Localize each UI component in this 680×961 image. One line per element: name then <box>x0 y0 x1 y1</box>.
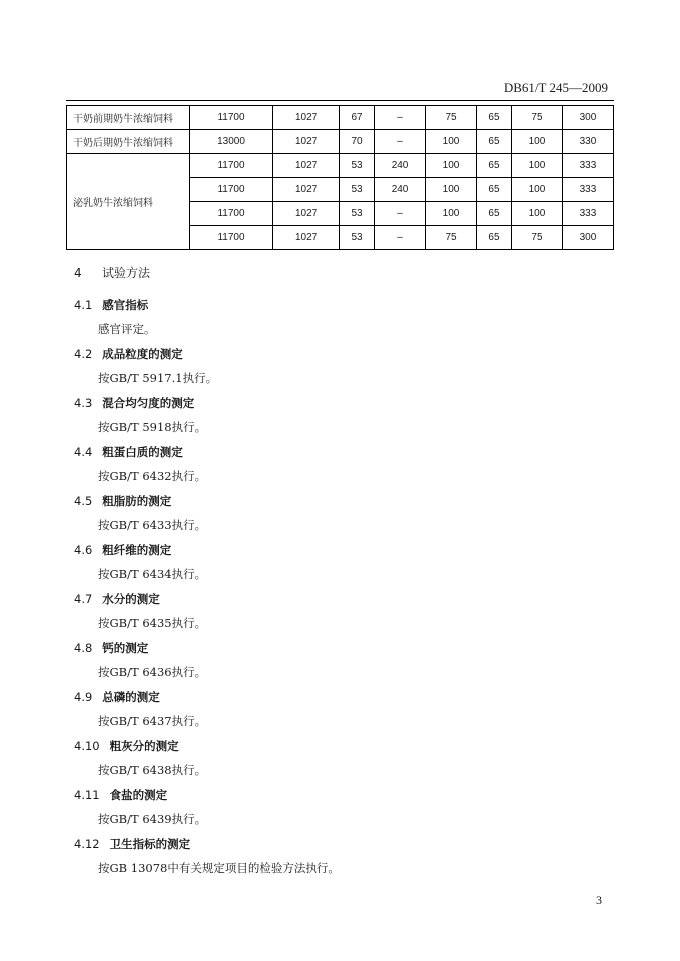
item-title: 卫生指标的测定 <box>109 837 191 851</box>
item-heading <box>74 346 183 362</box>
table-row <box>67 154 614 178</box>
page-number: 3 <box>596 893 602 907</box>
item-heading <box>74 493 171 509</box>
table-cell: 65 <box>477 130 512 154</box>
item-number: 4.3 <box>74 396 93 410</box>
table-cell: – <box>375 202 426 226</box>
feed-name-cell: 干奶前期奶牛浓缩饲料 <box>67 106 190 130</box>
table-cell: 1027 <box>273 226 340 250</box>
table-cell: 1027 <box>273 202 340 226</box>
item-number: 4.12 <box>74 837 100 851</box>
table-cell: 300 <box>562 226 613 250</box>
item-text: 按GB/T 6434执行。 <box>98 567 207 581</box>
section-heading <box>74 264 150 281</box>
spec-table-body <box>67 106 614 250</box>
item-number: 4.9 <box>74 690 93 704</box>
table-cell: 100 <box>511 202 562 226</box>
item-title: 总磷的测定 <box>102 690 160 704</box>
item-heading <box>74 787 167 803</box>
item-title: 钙的测定 <box>102 641 149 655</box>
table-row <box>67 130 614 154</box>
table-cell: – <box>375 226 426 250</box>
item-number: 4.1 <box>74 298 93 312</box>
table-cell: 13000 <box>190 130 273 154</box>
item-heading <box>74 738 179 754</box>
table-cell: 53 <box>340 202 375 226</box>
table-cell: 240 <box>375 178 426 202</box>
item-heading <box>74 395 194 411</box>
document-code: DB61/T 245—2009 <box>503 80 608 95</box>
item-title: 食盐的测定 <box>109 788 168 802</box>
table-cell: 100 <box>426 154 477 178</box>
item-heading <box>74 444 183 460</box>
table-cell: 100 <box>511 154 562 178</box>
item-text: 按GB 13078中有关规定项目的检验方法执行。 <box>98 861 340 875</box>
table-cell: 53 <box>340 178 375 202</box>
item-number: 4.6 <box>74 543 93 557</box>
item-title: 粗纤维的测定 <box>102 543 172 557</box>
table-cell: 11700 <box>190 202 273 226</box>
item-title: 水分的测定 <box>102 592 160 606</box>
table-cell: 100 <box>426 178 477 202</box>
table-cell: 70 <box>340 130 375 154</box>
table-cell: 333 <box>562 154 613 178</box>
item-text: 按GB/T 6433执行。 <box>98 518 207 532</box>
feed-name-cell: 干奶后期奶牛浓缩饲料 <box>67 130 190 154</box>
table-cell: 11700 <box>190 178 273 202</box>
feed-name-cell: 泌乳奶牛浓缩饲料 <box>67 154 190 250</box>
item-text: 按GB/T 6435执行。 <box>98 616 207 630</box>
item-number: 4.7 <box>74 592 93 606</box>
item-title: 粗灰分的测定 <box>109 739 179 753</box>
table-cell: 65 <box>477 202 512 226</box>
item-title: 成品粒度的测定 <box>102 347 183 361</box>
table-cell: 330 <box>562 130 613 154</box>
item-number: 4.8 <box>74 641 93 655</box>
table-cell: 1027 <box>273 106 340 130</box>
table-cell: 67 <box>340 106 375 130</box>
table-cell: 333 <box>562 202 613 226</box>
table-cell: 75 <box>511 226 562 250</box>
table-cell: 333 <box>562 178 613 202</box>
header-rule <box>66 100 614 101</box>
spec-table <box>66 105 614 250</box>
table-cell: 100 <box>511 130 562 154</box>
item-text: 按GB/T 6438执行。 <box>98 763 207 777</box>
section-number: 4 <box>74 266 82 280</box>
item-heading <box>74 542 171 558</box>
table-cell: 65 <box>477 226 512 250</box>
table-cell: 75 <box>511 106 562 130</box>
item-heading <box>74 591 160 607</box>
item-heading <box>74 640 148 656</box>
table-cell: 75 <box>426 226 477 250</box>
item-text: 按GB/T 6439执行。 <box>98 812 207 826</box>
item-heading <box>74 689 160 705</box>
table-cell: – <box>375 130 426 154</box>
table-cell: 53 <box>340 226 375 250</box>
item-title: 粗蛋白质的测定 <box>102 445 183 459</box>
item-number: 4.2 <box>74 347 93 361</box>
table-cell: 53 <box>340 154 375 178</box>
table-cell: 65 <box>477 178 512 202</box>
item-text: 按GB/T 6437执行。 <box>98 714 207 728</box>
table-cell: 75 <box>426 106 477 130</box>
section-title: 试验方法 <box>102 266 151 280</box>
table-cell: 11700 <box>190 154 273 178</box>
item-number: 4.11 <box>74 788 100 802</box>
item-number: 4.10 <box>74 739 100 753</box>
item-text: 按GB/T 6432执行。 <box>98 469 207 483</box>
table-row <box>67 106 614 130</box>
item-text: 按GB/T 6436执行。 <box>98 665 207 679</box>
table-cell: 1027 <box>273 130 340 154</box>
table-cell: 240 <box>375 154 426 178</box>
item-number: 4.4 <box>74 445 93 459</box>
table-cell: 100 <box>426 202 477 226</box>
item-text: 按GB/T 5918执行。 <box>98 420 207 434</box>
table-cell: 100 <box>511 178 562 202</box>
item-number: 4.5 <box>74 494 93 508</box>
table-cell: 300 <box>562 106 613 130</box>
table-cell: 65 <box>477 106 512 130</box>
item-heading <box>74 836 190 852</box>
item-heading <box>74 297 148 313</box>
table-cell: 65 <box>477 154 512 178</box>
item-text: 按GB/T 5917.1执行。 <box>98 371 218 385</box>
table-cell: 11700 <box>190 226 273 250</box>
item-title: 感官指标 <box>102 298 149 312</box>
table-cell: 100 <box>426 130 477 154</box>
item-title: 混合均匀度的测定 <box>102 396 195 410</box>
table-cell: 1027 <box>273 154 340 178</box>
item-text: 感官评定。 <box>98 322 156 336</box>
table-cell: 11700 <box>190 106 273 130</box>
item-title: 粗脂肪的测定 <box>102 494 172 508</box>
table-cell: 1027 <box>273 178 340 202</box>
table-cell: – <box>375 106 426 130</box>
